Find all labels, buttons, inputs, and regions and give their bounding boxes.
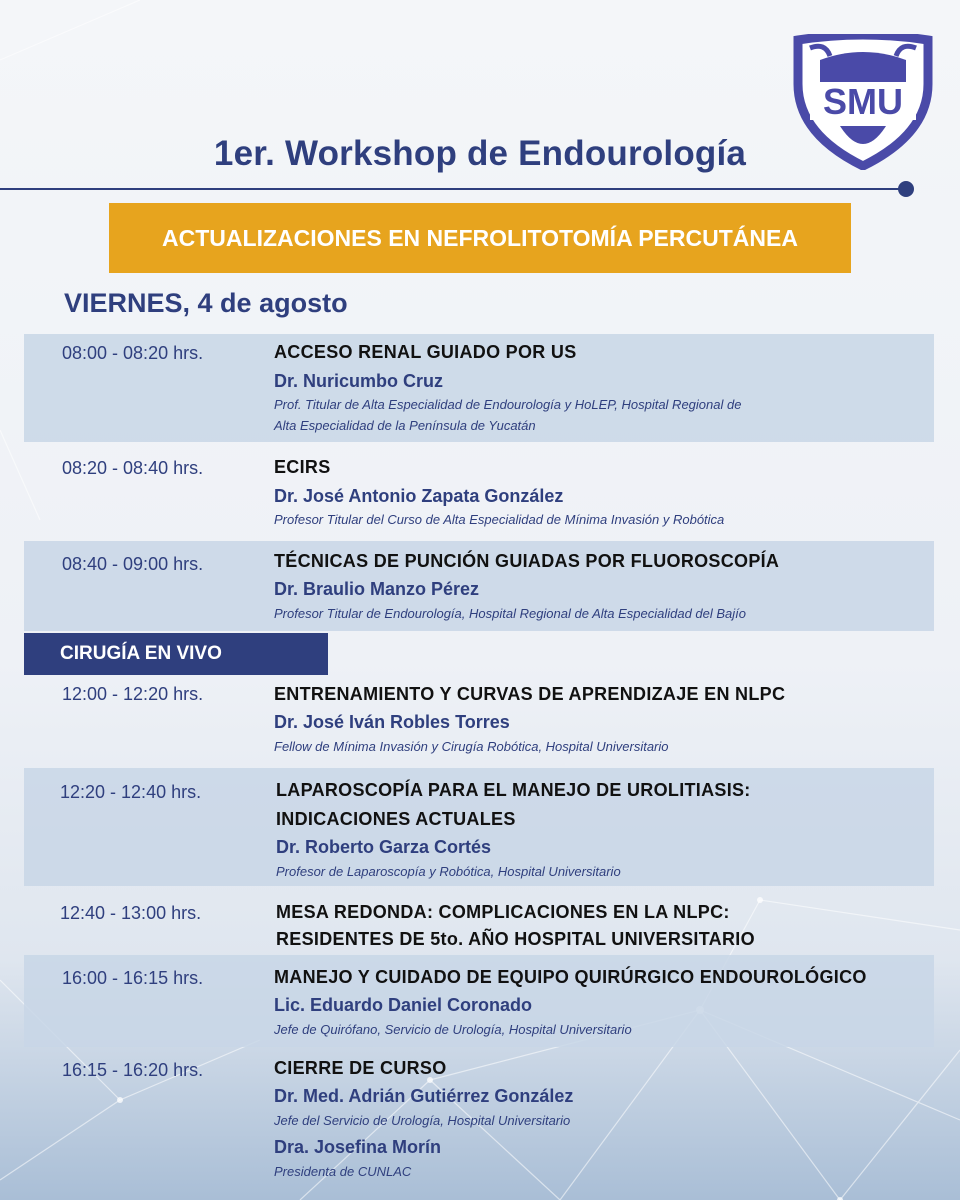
schedule-row [24,892,934,952]
session-topic: ACCESO RENAL GUIADO POR US [274,342,577,362]
schedule-row [24,768,934,886]
divider-dot [898,181,914,197]
schedule-row [24,680,934,764]
schedule-row [24,448,934,534]
schedule-row [24,955,934,1047]
day-label: VIERNES, 4 de agosto [64,288,348,318]
session-topic: MANEJO Y CUIDADO DE EQUIPO QUIRÚRGICO ENDOUROLÓGICO [274,967,867,987]
schedule-row [24,541,934,631]
session-time: 08:40 - 09:00 hrs. [62,554,204,574]
session-time: 16:00 - 16:15 hrs. [62,968,204,988]
session-affiliation: Prof. Titular de Alta Especialidad de Endourología y HoLEP, Hospital Regional de [274,397,742,412]
session-speaker: Dr. Braulio Manzo Pérez [274,579,480,599]
topic-banner: ACTUALIZACIONES EN NEFROLITOTOMÍA PERCUTÁNEA [109,203,851,273]
session-affiliation: Profesor Titular del Curso de Alta Especialidad de Mínima Invasión y Robótica [274,512,725,527]
session-speaker: Dr. José Antonio Zapata González [274,486,564,506]
session-affiliation: Profesor Titular de Endourología, Hospital Regional de Alta Especialidad del Bajío [274,606,747,621]
session-time: 12:40 - 13:00 hrs. [60,903,202,923]
session-affiliation: Fellow de Mínima Invasión y Cirugía Robótica, Hospital Universitario [274,739,669,754]
session-topic: LAPAROSCOPÍA PARA EL MANEJO DE UROLITIASIS: [276,780,751,800]
session-affiliation: Presidenta de CUNLAC [274,1164,412,1179]
session-time: 08:00 - 08:20 hrs. [62,343,204,363]
session-speaker: Lic. Eduardo Daniel Coronado [274,995,533,1015]
session-speaker: Dr. Roberto Garza Cortés [276,837,492,857]
session-affiliation: Jefe de Quirófano, Servicio de Urología, Hospital Universitario [274,1022,632,1037]
logo-text: SMU [823,81,903,122]
page-title: 1er. Workshop de Endourología [213,134,747,173]
session-speaker: Dr. Med. Adrián Gutiérrez González [274,1086,574,1106]
session-topic: RESIDENTES DE 5to. AÑO HOSPITAL UNIVERSITARIO [276,929,755,949]
session-topic: ECIRS [274,457,331,477]
session-time: 12:20 - 12:40 hrs. [60,782,202,802]
session-topic: ENTRENAMIENTO Y CURVAS DE APRENDIZAJE EN NLPC [274,684,786,704]
session-affiliation: Profesor de Laparoscopía y Robótica, Hospital Universitario [276,864,621,879]
session-speaker: Dra. Josefina Morín [274,1137,442,1157]
session-topic: INDICACIONES ACTUALES [276,809,516,829]
session-topic: CIERRE DE CURSO [274,1058,447,1078]
session-time: 16:15 - 16:20 hrs. [62,1060,204,1080]
session-affiliation: Alta Especialidad de la Península de Yucatán [274,418,536,433]
session-affiliation: Jefe del Servicio de Urología, Hospital Universitario [274,1113,571,1128]
title-divider [0,188,905,190]
session-topic: MESA REDONDA: COMPLICACIONES EN LA NLPC: [276,902,730,922]
session-time: 12:00 - 12:20 hrs. [62,684,204,704]
schedule-row [24,334,934,442]
session-speaker: Dr. José Iván Robles Torres [274,712,510,732]
section-label: CIRUGÍA EN VIVO [24,633,328,675]
session-speaker: Dr. Nuricumbo Cruz [274,371,444,391]
session-topic: TÉCNICAS DE PUNCIÓN GUIADAS POR FLUOROSCOPÍA [274,551,780,571]
schedule-row [24,1050,934,1190]
session-time: 08:20 - 08:40 hrs. [62,458,204,478]
